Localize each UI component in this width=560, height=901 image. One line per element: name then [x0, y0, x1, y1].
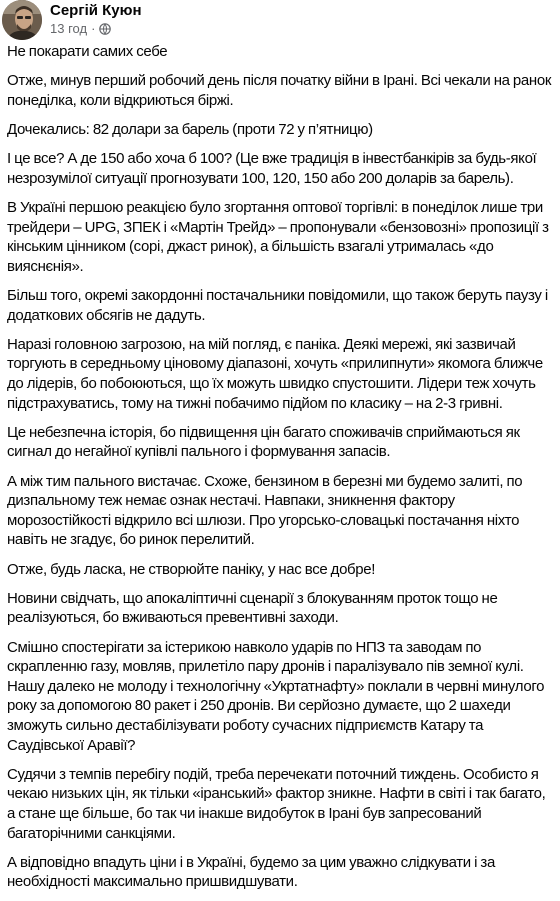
post-paragraph: А між тим пального вистачає. Схоже, бензином в березні ми будемо залиті, по дизпальному теж немає ознак нестачі. Навпаки, зникнення фактору морозостійкості відкрило всі шлюзи. Про угорсько-словацькі постачання ніхто навіть не згадує, бо ринок перелитий. [7, 472, 523, 549]
post-paragraph: Більш того, окремі закордонні постачальники повідомили, що також беруть паузу і додаткових обсягів не дадуть. [7, 287, 548, 324]
post-title: Не покарати самих себе [7, 43, 168, 60]
globe-icon [99, 23, 111, 35]
post-paragraph: А відповідно впадуть ціни і в Україні, будемо за цим уважно слідкувати і за необхідності максимально пришвидшувати. [7, 853, 495, 891]
post-header [2, 0, 142, 40]
author-avatar[interactable] [2, 0, 42, 40]
separator-dot: · [91, 21, 96, 36]
author-name[interactable]: Сергій Куюн [50, 2, 142, 19]
post-paragraph: Новини свідчать, що апокаліптичні сценарії з блокуванням проток тощо не реалізуються, бо вживаються превентивні заходи. [7, 589, 498, 627]
post-paragraph: В Україні першою реакцією було згортання оптової торгівлі: в понеділок лише три трейдери – UPG, ЗПЕК і «Мартін Трейд» – пропонували «бензовозні» пропозиції з кінським цінником (сорі, джаст ринок), а більшість взагалі утрималась «до вияснєнія». [7, 199, 549, 275]
post-paragraph: Смішно спостерігати за істерикою навколо ударів по НПЗ та заводам по скрапленню газу, мовляв, прилетіло пару дронів і паралізувало пів земної кулі. Нашу далеко не молоду і технологічну «Укртатнафту» поклали в червні минулого року за допомогою 80 ракет і 250 дронів. Ви серйозно думаєте, що 2 шахеди зможуть сильно дестабілізувати роботу сучасних підприємств Катару та Саудівської Аравії? [7, 638, 545, 754]
post-meta [50, 0, 142, 37]
post-paragraph: Дочекались: 82 долари за барель (проти 72 у п’ятницю) [7, 121, 373, 139]
post-timestamp[interactable]: 13 год [50, 21, 88, 36]
post-paragraph: Це небезпечна історія, бо підвищення цін багато споживачів сприймаються як сигнал до негайної купівлі пального і формування запасів. [7, 423, 520, 461]
post-subline [50, 21, 142, 37]
post-paragraph: Отже, минув перший робочий день після початку війни в Ірані. Всі чекали на ранок понеділка, коли відкриються біржі. [7, 72, 552, 109]
post-body [7, 42, 555, 901]
post-paragraph: І це все? А де 150 або хоча б 100? (Це вже традиція в інвестбанкірів за будь-якої незрозумілої ситуації прогнозувати 100, 120, 150 або 200 доларів за барель). [7, 150, 537, 187]
post-paragraph: Судячи з темпів перебігу подій, треба перечекати поточний тиждень. Особисто я чекаю низьких цін, як тільки «іранський» фактор зникне. Нафти в світі і так багато, а стане ще більше, бо так чи інакше видобуток в Ірані був запресований багаторічними санкціями. [7, 765, 546, 842]
post-paragraph: Отже, будь ласка, не створюйте паніку, у нас все добре! [7, 560, 376, 578]
post-paragraph: Наразі головною загрозою, на мій погляд, є паніка. Деякі мережі, які зазвичай торгують в середньому ціновому діапазоні, хочуть «прилипнути» якомога ближче до лідерів, бо побоюються, що їх можуть швидко спустошити. Лідери теж хочуть підстрахуватись, тому на тижні побачимо підйом по класику – на 2-3 гривні. [7, 335, 543, 412]
avatar-photo [2, 0, 42, 40]
